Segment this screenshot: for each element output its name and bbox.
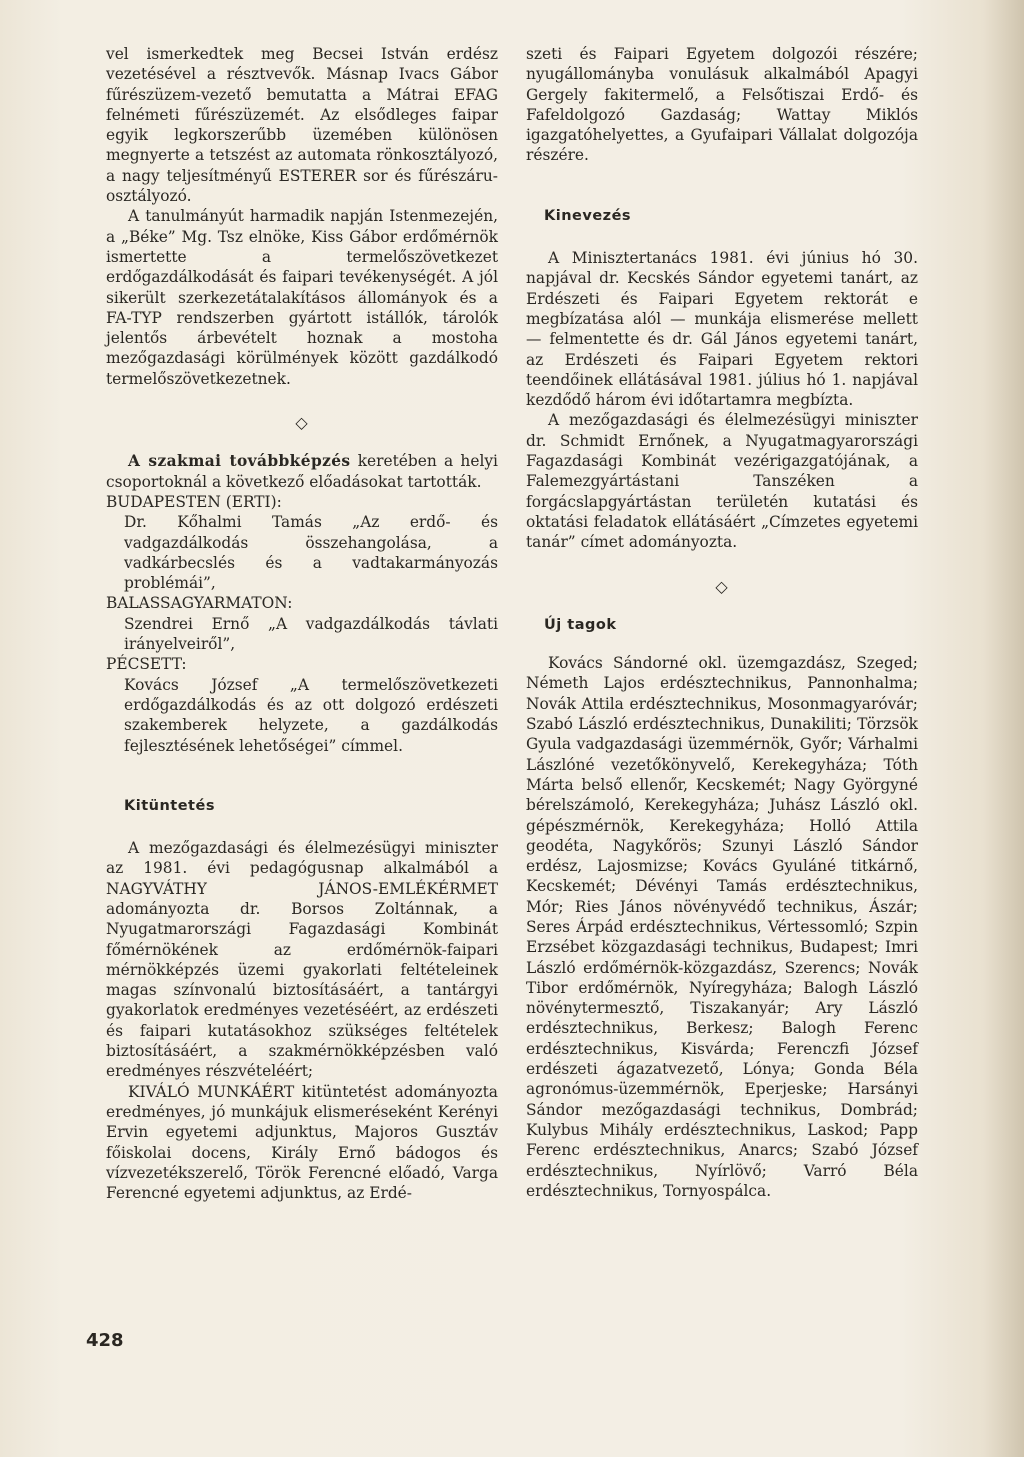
lecture-pecs: Kovács József „A termelőszövetkezeti erdőgazdálkodás és az ott dolgozó erdészeti szakemberek helyzete, a gazdálkodás fejlesztésének lehetőségei” címmel. <box>124 675 498 755</box>
page-number: 428 <box>86 1330 124 1351</box>
paragraph-study-trip-2: A tanulmányút harmadik napján Istenmezején, a „Béke” Mg. Tsz elnöke, Kiss Gábor erdőmérnök ismertette a termelőszövetkezet erdőgazdálkodását és faipari tevékenységét. A jól sikerült szerkezetátalakításos állományok és a FA-TYP rendszerben gyártott istállók, tárolók jelentős árbevételt hoznak a mostoha mezőgazdasági körülmények között gazdálkodó termelőszövetkezetnek. <box>106 207 498 388</box>
paragraph-award-1: A mezőgazdasági és élelmezésügyi miniszter az 1981. évi pedagógusnap alkalmából a NAGYVÁTHY JÁNOS-EMLÉKÉRMET adományozta dr. Borsos Zoltánnak, a Nyugatmarországi Fagazdasági Kombinát főmérnökének az erdőmérnök-faipari mérnökképzés üzemi gyakorlati feltételeinek magas színvonalú biztosításáért, a tantárgyi gyakorlatok eredményes vezetéséért, az erdészeti és faipari kutatásokhoz szükséges feltételek biztosításáért, a szakmérnökképzésben való eredményes részvételéért; <box>106 839 498 1081</box>
paragraph-award-continued: szeti és Faipari Egyetem dolgozói részére; nyugállományba vonulásuk alkalmából Apagyi Gergely fakitermelő, a Felsőtiszai Erdő- és Fafeldolgozó Gazdaság; Wattay Miklós igazgatóhelyettes, a Gyufaipari Vállalat dolgozója részére. <box>526 45 918 165</box>
heading-uj-tagok: Új tagok <box>544 616 617 633</box>
heading-kituntetes: Kitüntetés <box>124 797 215 814</box>
paragraph-award-2: KIVÁLÓ MUNKÁÉRT kitüntetést adományozta eredményes, jó munkájuk elismeréseként Kerényi Ervin egyetemi adjunktus, Majoros Gusztáv főiskolai docens, Király Ernő bádogos és vízvezetékszerelő, Török Ferencné előadó, Varga Ferencné egyetemi adjunktus, az Erdé- <box>106 1082 498 1203</box>
paragraph-appointment-1: A Minisztertanács 1981. évi június hó 30. napjával dr. Kecskés Sándor egyetemi tanárt, az Erdészeti és Faipari Egyetem rektorát e megbízatása alól — munkája elismerése mellett — felmentette és dr. Gál János egyetemi tanárt, az Erdészeti és Faipari Egyetem rektori teendőinek ellátásával 1981. július hó 1. napjával kezdődő három évi időtartamra megbízta. <box>526 249 918 410</box>
section-divider-icon: ◇ <box>715 576 729 596</box>
paragraph-appointment-2: A mezőgazdasági és élelmezésügyi miniszter dr. Schmidt Ernőnek, a Nyugatmagyarországi Fagazdasági Kombinát vezérigazgatójának, a Falemezgyártástani Tanszéken a forgácslapgyártástan területén kutatási és oktatási feladatok ellátásáért „Címzetes egyetemi tanár” címet adományozta. <box>526 411 918 552</box>
place-budapest: BUDAPESTEN (ERTI): <box>106 492 282 511</box>
training-rest: keretében a helyi csoportoknál a következő előadásokat tartották. <box>106 452 498 491</box>
left-column <box>106 44 498 1203</box>
paragraph-training <box>106 451 498 492</box>
lecture-budapest: Dr. Kőhalmi Tamás „Az erdő- és vadgazdálkodás összehangolása, a vadkárbecslés és a vadtakarmányozás problémái”, <box>124 513 498 593</box>
heading-kinevezes: Kinevezés <box>544 207 632 224</box>
right-column <box>526 44 918 1201</box>
place-pecs: PÉCSETT: <box>106 655 187 674</box>
section-divider-icon: ◇ <box>295 413 309 433</box>
training-lead: A szakmai továbbképzés <box>128 452 351 471</box>
lecture-balassagyarmat: Szendrei Ernő „A vadgazdálkodás távlati irányelveiről”, <box>124 614 498 654</box>
paragraph-study-trip-1: vel ismerkedtek meg Becsei István erdész vezetésével a résztvevők. Másnap Ivacs Gábor fűrészüzem-vezető bemutatta a Mátrai EFAG felnémeti fűrészüzemét. Az elsődleges faipar egyik legkorszerűbb üzemében különösen megnyerte a tetszést az automata rönkosztályozó, a nagy teljesítményű ESTERER sor és fűrészáru-osztályozó. <box>106 45 498 206</box>
paragraph-new-members: Kovács Sándorné okl. üzemgazdász, Szeged; Németh Lajos erdésztechnikus, Pannonhalma; Novák Attila erdésztechnikus, Mosonmagyaróvár; Szabó László erdésztechnikus, Dunakiliti; Törzsök Gyula vadgazdasági üzemmérnök, Győr; Várhalmi Lászlóné vezetőkönyvelő, Kerekegyháza; Tóth Márta belső ellenőr, Kecskemét; Nagy Györgyné bérelszámoló, Kerekegyháza; Juhász László okl. gépészmérnök, Kerekegyháza; Holló Attila geodéta, Nagykőrös; Szunyi László Sándor erdész, Lajosmizse; Kovács Gyuláné titkárnő, Kecskemét; Dévényi Tamás erdésztechnikus, Mór; Ries János növényvédő technikus, Ászár; Seres Árpád erdésztechnikus, Vértessomló; Szpin Erzsébet közgazdasági technikus, Budapest; Imri László erdőmérnök-közgazdász, Szerencs; Novák Tibor erdőmérnök, Nyíregyháza; Balogh László növénytermesztő, Tiszakanyár; Ary László erdésztechnikus, Berkesz; Balogh Ferenc erdésztechnikus, Kisvárda; Ferenczfi József erdészeti ágazatvezető, Lónya; Gonda Béla agronómus-üzemmérnök, Eperjeske; Harsányi Sándor mezőgazdasági technikus, Dombrád; Kulybus Mihály erdésztechnikus, Laskod; Papp Ferenc erdésztechnikus, Anarcs; Szabó József erdésztechnikus, Nyírlövő; Varró Béla erdésztechnikus, Tornyospálca. <box>526 654 918 1200</box>
place-balassagyarmat: BALASSAGYARMATON: <box>106 594 293 613</box>
